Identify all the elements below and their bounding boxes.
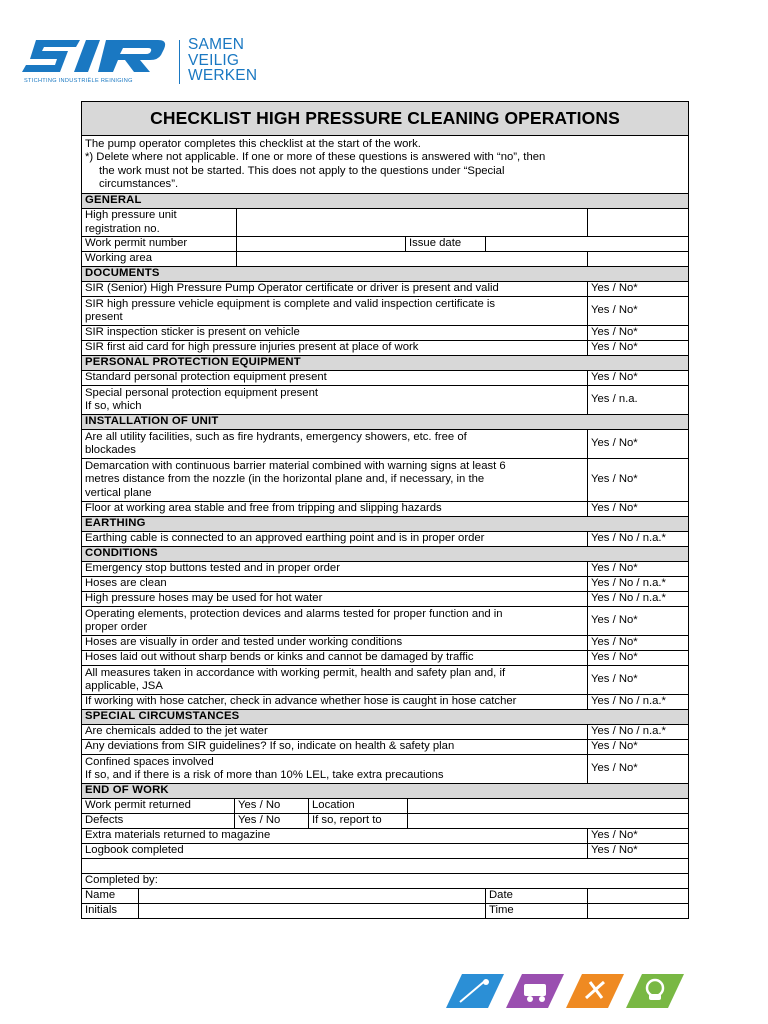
checklist-row <box>82 502 689 517</box>
checklist-row <box>82 695 689 710</box>
logo-word-2: VEILIG <box>188 51 240 69</box>
question-text <box>82 532 588 547</box>
question-line: Hoses are visually in order and tested under working conditions <box>85 636 403 649</box>
field-label: If so, report to <box>309 814 408 829</box>
section-heading: EARTHING <box>82 517 689 532</box>
answer-option[interactable]: Yes / No* <box>588 459 689 502</box>
field-label: Initials <box>82 904 139 919</box>
question-line: Operating elements, protection devices and alarms tested for proper function and in <box>85 607 503 620</box>
checklist-row <box>82 755 689 784</box>
question-line: If so, which <box>85 400 142 412</box>
field-label: Work permit returned <box>82 799 235 814</box>
question-line: Extra materials returned to magazine <box>85 829 271 842</box>
answer-option[interactable]: Yes / No* <box>588 844 689 859</box>
general-row-area <box>82 252 689 267</box>
intro-line-1: The pump operator completes this checklist at the start of the work. <box>85 137 421 150</box>
question-text <box>82 577 588 592</box>
question-text <box>82 459 588 502</box>
intro-line-2: *) Delete where not applicable. If one or more of these questions is answered with “no”, then <box>85 151 546 163</box>
question-text <box>82 725 588 740</box>
work-permit-number-field[interactable] <box>237 237 406 252</box>
question-text <box>82 502 588 517</box>
checklist-row <box>82 844 689 859</box>
answer-option[interactable]: Yes / No / n.a.* <box>588 577 689 592</box>
question-text <box>82 740 588 755</box>
end-row-defects <box>82 814 689 829</box>
question-text <box>82 326 588 341</box>
question-line: If so, and if there is a risk of more than 10% LEL, take extra precautions <box>85 769 444 781</box>
section-heading: DOCUMENTS <box>82 267 689 282</box>
name-field[interactable] <box>139 889 486 904</box>
question-line: proper order <box>85 621 148 633</box>
question-line: SIR (Senior) High Pressure Pump Operator certificate or driver is present and valid <box>85 282 499 295</box>
registration-extra-field[interactable] <box>588 209 689 237</box>
question-line: Are all utility facilities, such as fire hydrants, emergency showers, etc. free of <box>85 430 467 443</box>
safety-mask-icon <box>626 974 684 1008</box>
answer-option[interactable]: Yes / No* <box>588 341 689 356</box>
checklist-row <box>82 607 689 636</box>
answer-option[interactable]: Yes / No* <box>588 607 689 636</box>
question-line: Any deviations from SIR guidelines? If so, indicate on health & safety plan <box>85 740 455 753</box>
answer-option[interactable]: Yes / No* <box>588 829 689 844</box>
answer-option[interactable]: Yes / No* <box>588 755 689 784</box>
section-header-installation-of-unit <box>82 415 689 430</box>
section-header-documents <box>82 267 689 282</box>
answer-option[interactable]: Yes / No / n.a.* <box>588 725 689 740</box>
answer-option[interactable]: Yes / No* <box>588 740 689 755</box>
general-row-registration <box>82 209 689 237</box>
section-header-general <box>82 194 689 209</box>
question-text <box>82 607 588 636</box>
section-header-earthing <box>82 517 689 532</box>
checklist-row <box>82 430 689 459</box>
logo-word-1: SAMEN <box>188 36 245 53</box>
checklist-row <box>82 562 689 577</box>
checklist-row <box>82 651 689 666</box>
answer-option[interactable]: Yes / No* <box>588 282 689 297</box>
field-label: Issue date <box>406 237 486 252</box>
question-line: Standard personal protection equipment present <box>85 371 327 384</box>
section-header-conditions <box>82 547 689 562</box>
logo-word-3: WERKEN <box>188 67 258 84</box>
registration-field[interactable] <box>237 209 588 237</box>
checklist-row <box>82 592 689 607</box>
question-line: Confined spaces involved <box>85 755 214 768</box>
answer-option[interactable]: Yes / No / n.a.* <box>588 592 689 607</box>
answer-option[interactable]: Yes / No* <box>588 297 689 326</box>
working-area-field[interactable] <box>237 252 588 267</box>
question-line: blockades <box>85 444 136 456</box>
question-line: Special personal protection equipment present <box>85 386 318 399</box>
checklist-row <box>82 829 689 844</box>
field-label: Date <box>486 889 588 904</box>
field-label: Time <box>486 904 588 919</box>
question-line: SIR high pressure vehicle equipment is complete and valid inspection certificate is <box>85 297 496 310</box>
logo-subtitle: STICHTING INDUSTRIËLE REINIGING <box>24 78 133 84</box>
answer-option[interactable]: Yes / No* <box>588 651 689 666</box>
answer-option[interactable]: Yes / No* <box>588 430 689 459</box>
question-text <box>82 430 588 459</box>
question-line: Floor at working area stable and free from tripping and slipping hazards <box>85 502 442 515</box>
question-line: present <box>85 311 123 323</box>
answer-option[interactable]: Yes / No* <box>588 562 689 577</box>
checklist-row <box>82 725 689 740</box>
checklist-row <box>82 297 689 326</box>
checklist-table <box>81 101 689 919</box>
intro-line-4: circumstances”. <box>99 178 179 190</box>
checklist-row <box>82 636 689 651</box>
page-title: CHECKLIST HIGH PRESSURE CLEANING OPERATIONS <box>82 102 689 136</box>
question-line: Earthing cable is connected to an approved earthing point and is in proper order <box>85 532 485 545</box>
completed-by-row <box>82 874 689 889</box>
answer-option[interactable]: Yes / No* <box>588 502 689 517</box>
answer-option[interactable]: Yes / No / n.a.* <box>588 532 689 547</box>
question-text <box>82 636 588 651</box>
question-line: Demarcation with continuous barrier material combined with warning signs at least 6 <box>85 459 506 472</box>
defects-answer[interactable]: Yes / No <box>235 814 309 829</box>
field-label: Defects <box>82 814 235 829</box>
question-line: Emergency stop buttons tested and in proper order <box>85 562 340 575</box>
field-label: Work permit number <box>82 237 237 252</box>
answer-option[interactable]: Yes / No* <box>588 636 689 651</box>
question-line: SIR first aid card for high pressure injuries present at place of work <box>85 341 419 354</box>
question-line: Logbook completed <box>85 844 184 857</box>
time-field[interactable] <box>588 904 689 919</box>
question-text <box>82 829 588 844</box>
checklist-row <box>82 326 689 341</box>
general-row-permit <box>82 237 689 252</box>
question-text <box>82 282 588 297</box>
completed-by-label: Completed by: <box>82 874 689 889</box>
blank-row <box>82 859 689 874</box>
section-header-end-of-work <box>82 784 689 799</box>
question-line: applicable, JSA <box>85 680 163 692</box>
question-line: vertical plane <box>85 486 152 499</box>
checklist-row <box>82 459 689 502</box>
checklist-row <box>82 666 689 695</box>
water-jet-icon <box>446 974 504 1008</box>
sir-logo <box>22 36 322 88</box>
name-date-row <box>82 889 689 904</box>
checklist-row <box>82 371 689 386</box>
checklist-row <box>82 577 689 592</box>
permit-returned-answer[interactable]: Yes / No <box>235 799 309 814</box>
answer-option[interactable]: Yes / No* <box>588 371 689 386</box>
date-field[interactable] <box>588 889 689 904</box>
location-field[interactable] <box>408 799 689 814</box>
question-line: metres distance from the nozzle (in the horizontal plane and, if necessary, in the <box>85 473 485 486</box>
section-heading: INSTALLATION OF UNIT <box>82 415 689 430</box>
question-text <box>82 755 588 784</box>
checklist-row <box>82 282 689 297</box>
report-to-field[interactable] <box>408 814 689 829</box>
intro-line-3: the work must not be started. This does not apply to the questions under “Special <box>99 164 505 177</box>
question-text <box>82 371 588 386</box>
checklist-row <box>82 341 689 356</box>
field-label: Name <box>82 889 139 904</box>
checklist-row <box>82 386 689 415</box>
intro-row <box>82 136 689 194</box>
question-line: SIR inspection sticker is present on vehicle <box>85 326 300 339</box>
field-label: High pressure unit registration no. <box>82 209 237 237</box>
section-header-personal-protection-equipment <box>82 356 689 371</box>
issue-date-field[interactable] <box>486 237 689 252</box>
checklist-body <box>82 102 689 919</box>
initials-field[interactable] <box>139 904 486 919</box>
question-text <box>82 297 588 326</box>
checklist-row <box>82 740 689 755</box>
question-line: Hoses laid out without sharp bends or kinks and cannot be damaged by traffic <box>85 651 474 664</box>
section-header-special-circumstances <box>82 710 689 725</box>
answer-option[interactable]: Yes / No / n.a.* <box>588 695 689 710</box>
field-label: Working area <box>82 252 237 267</box>
vacuum-truck-icon <box>506 974 564 1008</box>
logo-separator <box>179 40 180 84</box>
logo-slogan <box>188 37 257 84</box>
question-text <box>82 341 588 356</box>
section-heading: PERSONAL PROTECTION EQUIPMENT <box>82 356 689 371</box>
question-line: All measures taken in accordance with working permit, health and safety plan and, if <box>85 666 506 679</box>
question-line: If working with hose catcher, check in advance whether hose is caught in hose catcher <box>85 695 517 708</box>
question-text <box>82 562 588 577</box>
title-row <box>82 102 689 136</box>
question-text <box>82 695 588 710</box>
answer-option[interactable]: Yes / n.a. <box>588 386 689 415</box>
working-area-extra-field[interactable] <box>588 252 689 267</box>
section-heading: CONDITIONS <box>82 547 689 562</box>
section-heading: END OF WORK <box>82 784 689 799</box>
question-text <box>82 651 588 666</box>
question-line: High pressure hoses may be used for hot water <box>85 592 323 605</box>
footer-icons <box>440 968 710 1012</box>
question-text <box>82 666 588 695</box>
question-line: Hoses are clean <box>85 577 167 590</box>
tools-icon <box>566 974 624 1008</box>
initials-time-row <box>82 904 689 919</box>
question-line: Are chemicals added to the jet water <box>85 725 268 738</box>
question-text <box>82 844 588 859</box>
field-label: Location <box>309 799 408 814</box>
answer-option[interactable]: Yes / No* <box>588 326 689 341</box>
section-heading: GENERAL <box>82 194 689 209</box>
end-row-permit <box>82 799 689 814</box>
sir-logo-mark <box>22 36 172 76</box>
checklist-row <box>82 532 689 547</box>
intro-text <box>82 136 689 194</box>
question-text <box>82 386 588 415</box>
question-text <box>82 592 588 607</box>
answer-option[interactable]: Yes / No* <box>588 666 689 695</box>
blank-cell <box>82 859 689 874</box>
section-heading: SPECIAL CIRCUMSTANCES <box>82 710 689 725</box>
